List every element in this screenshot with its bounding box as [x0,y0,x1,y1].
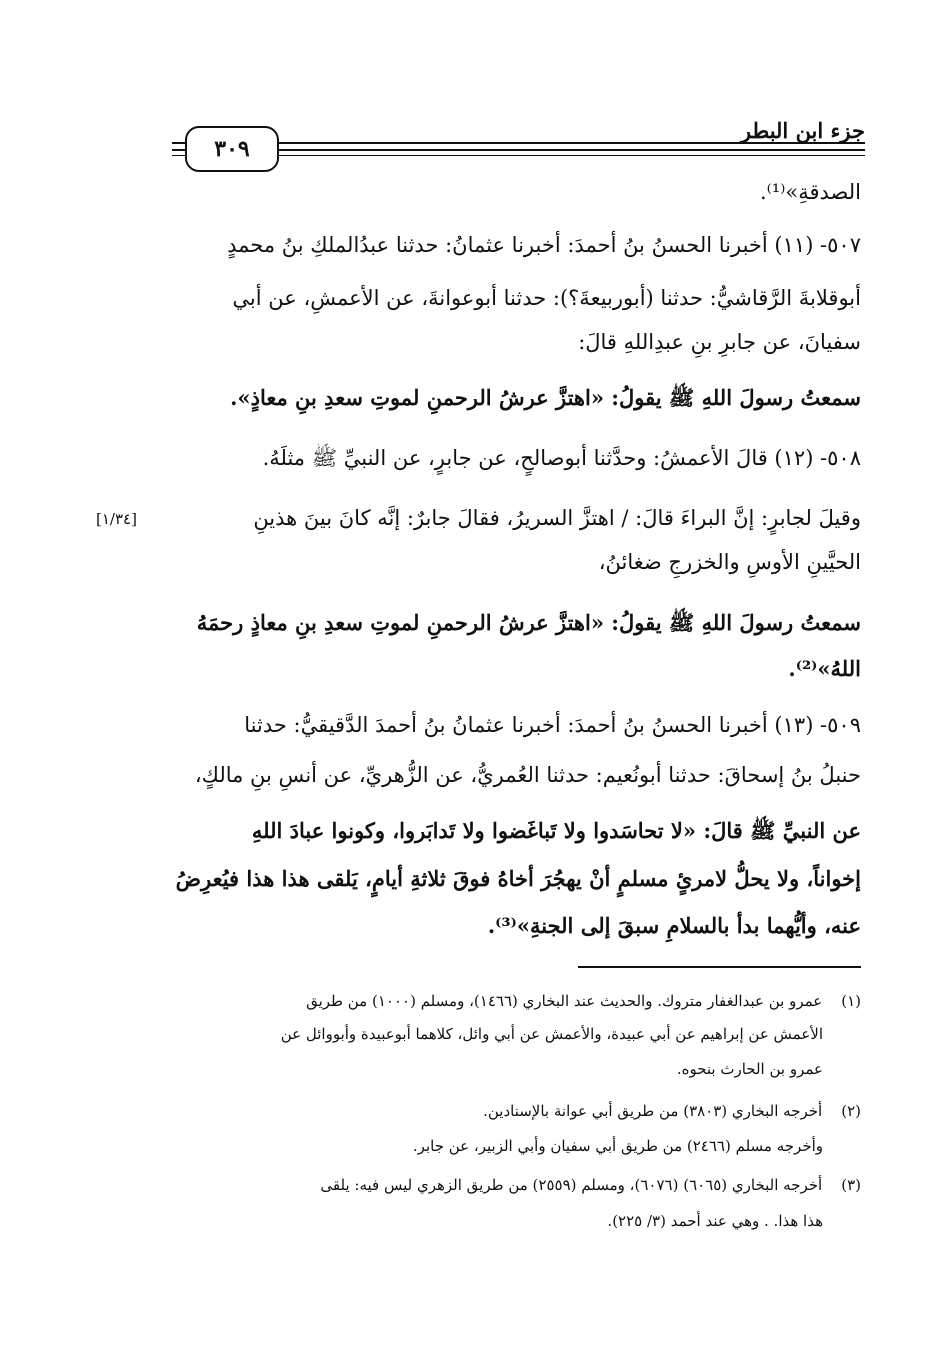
footnote-line: هذا هذا. . وهي عند أحمد (٣/ ٢٢٥). [607,1212,823,1230]
footnote-text: أخرجه البخاري (٣٨٠٣) من طريق أبي عوانة بالإسنادين. [483,1102,823,1120]
footnote-separator [578,966,861,968]
body-line: الصدقةِ»⁽¹⁾. [759,180,861,204]
hadith-text: سمعتُ رسولَ اللهِ ﷺ يقولُ: «اهتزَّ عرشُ الرحمنِ لموتِ سعدِ بنِ معاذٍ». [230,385,861,410]
footnote-text: عمرو بن عبدالغفار متروك. والحديث عند البخاري (١٤٦٦)، ومسلم (١٠٠٠) من طريق [306,992,823,1010]
body-line: ٥٠٧- (١١) أخبرنا الحسنُ بنُ أحمدَ: أخبرنا عثمانُ: حدثنا عبدُالملكِ بنُ محمدٍ [227,233,861,257]
running-title: جزء ابن البطر [740,118,865,143]
hadith-text: عن النبيِّ ﷺ قالَ: «لا تحاسَدوا ولا تَباغَضوا ولا تَدابَروا، وكونوا عبادَ اللهِ [251,818,861,843]
footnote-line [160,1176,861,1194]
footnote-text: أخرجه البخاري (٦٠٦٥) (٦٠٧٦)، ومسلم (٢٥٥٩) من طريق الزهري ليس فيه: يلقى [320,1176,823,1194]
body-line: أبوقلابةَ الرَّقاشيُّ: حدثنا (أبوربيعةَ؟): حدثنا أبوعوانةَ، عن الأعمشِ، عن أبي [232,286,861,310]
page-number-box [185,126,279,172]
body-line: سفيانَ، عن جابرِ بنِ عبدِاللهِ قالَ: [578,330,861,354]
body-line: ٥٠٩- (١٣) أخبرنا الحسنُ بنُ أحمدَ: أخبرنا عثمانُ بنُ أحمدَ الدَّقيقيُّ: حدثنا [244,713,861,737]
body-line: وقيلَ لجابرٍ: إنَّ البراءَ قالَ: / اهتزَّ السريرُ، فقالَ جابرٌ: إنَّه كانَ بينَ هذينِ [253,506,861,530]
margin-reference: [١/٣٤] [96,510,137,528]
footnote-line [160,992,861,1010]
hadith-text: سمعتُ رسولَ اللهِ ﷺ يقولُ: «اهتزَّ عرشُ الرحمنِ لموتِ سعدِ بنِ معاذٍ رحمَهُ [196,610,861,635]
body-line: الحيَّينِ الأوسِ والخزرجِ ضغائنُ، [598,550,861,574]
page-number: ٣٠٩ [214,136,250,162]
footnote-line: الأعمش عن إبراهيم عن أبي عبيدة، والأعمش عن أبي وائل، كلاهما أبوعبيدة وأبووائل عن [280,1025,823,1043]
footnote-number: (٣) [841,1176,861,1194]
footnote-line: عمرو بن الحارث بنحوه. [676,1060,823,1078]
body-line: ٥٠٨- (١٢) قالَ الأعمشُ: وحدَّثنا أبوصالحٍ، عن جابرٍ، عن النبيِّ ﷺ مثلَهُ. [262,446,861,470]
footnote-line [160,1102,861,1120]
body-line: حنبلُ بنُ إسحاقَ: حدثنا أبونُعيم: حدثنا العُمريُّ، عن الزُّهريِّ، عن أنسِ بنِ مالكٍ، [194,763,861,787]
hadith-text: اللهُ»⁽²⁾. [788,656,861,681]
footnote-line: وأخرجه مسلم (٢٤٦٦) من طريق أبي سفيان وأبي الزبير، عن جابر. [412,1137,823,1155]
hadith-text: عنه، وأيُّهما بدأ بالسلامِ سبقَ إلى الجنةِ»⁽³⁾. [487,913,861,938]
footnote-number: (٢) [841,1102,861,1120]
hadith-text: إخواناً، ولا يحلُّ لامرئٍ مسلمٍ أنْ يهجُرَ أخاهُ فوقَ ثلاثةِ أيامٍ، يَلقى هذا هذا فيُعرِضُ [175,866,861,891]
footnote-number: (١) [841,992,861,1010]
